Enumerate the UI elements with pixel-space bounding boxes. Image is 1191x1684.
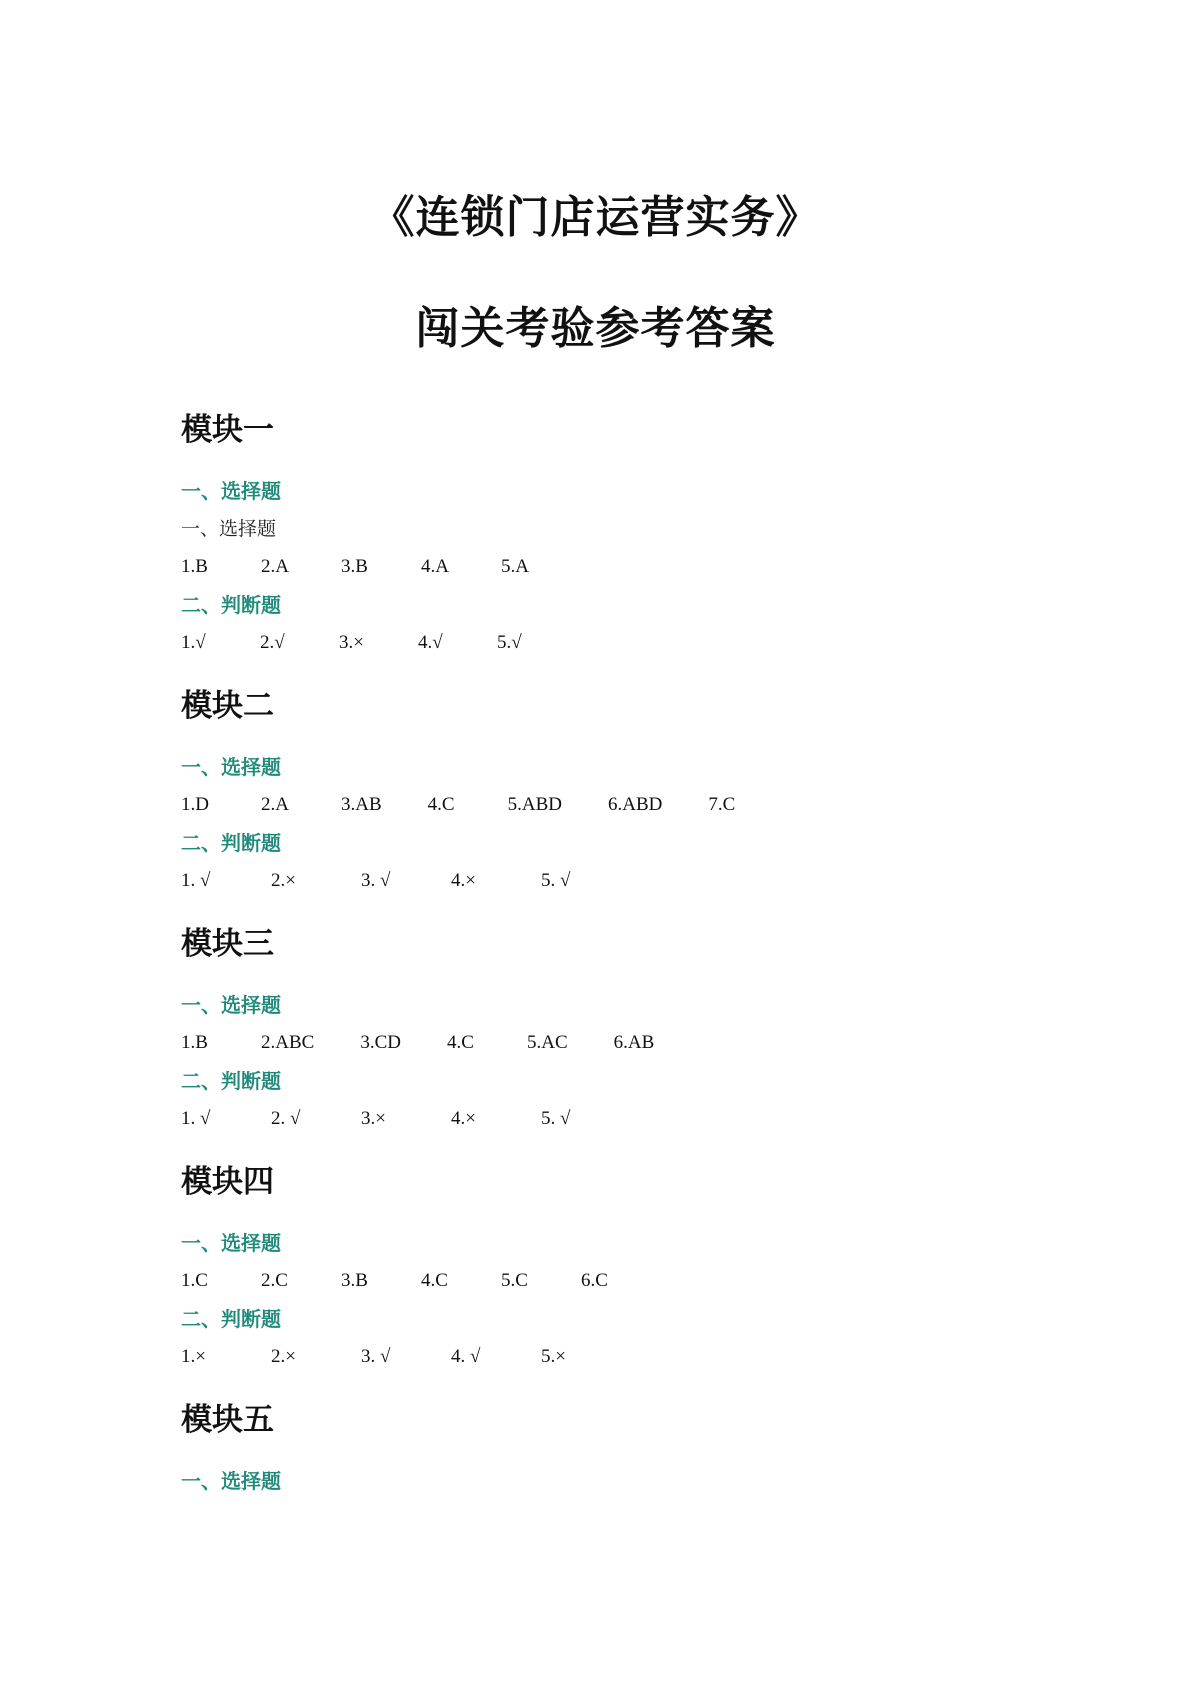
answer-item: 2.×: [271, 1346, 296, 1367]
answer-item: 3.AB: [341, 794, 382, 815]
section-title: 二、判断题: [181, 1069, 281, 1093]
answer-row: [181, 1262, 1081, 1300]
answer-row: [181, 786, 1081, 824]
answer-item: 2.√: [260, 632, 285, 653]
answer-item: 5.√: [497, 632, 522, 653]
answer-content: [181, 408, 1081, 1500]
section: [181, 1462, 1081, 1500]
answer-item: 4.C: [446, 1032, 474, 1053]
section-title: 一、选择题: [181, 479, 281, 503]
answer-item: 6.ABD: [608, 794, 663, 815]
section-title: 二、判断题: [181, 831, 281, 855]
answer-row: [181, 1024, 1081, 1062]
module-title: 模块三: [181, 926, 274, 962]
answer-item: 2.A: [261, 794, 289, 815]
answer-item: 4.A: [421, 556, 449, 577]
answer-item: 2. √: [271, 1108, 301, 1129]
answer-item: 2.×: [271, 870, 296, 891]
answer-item: 5.C: [501, 1270, 528, 1291]
answer-item: 5. √: [541, 870, 571, 891]
section-title: 一、选择题: [181, 1231, 281, 1255]
answer-item: 5. √: [541, 1108, 571, 1129]
section: [181, 586, 1081, 662]
answer-row: [181, 1100, 1081, 1138]
answer-item: 3.×: [339, 632, 364, 653]
answer-item: 2.C: [261, 1270, 288, 1291]
section: [181, 1300, 1081, 1376]
module-3: [181, 922, 1081, 1138]
module-title: 模块五: [181, 1402, 274, 1438]
section-title: 一、选择题: [181, 1469, 281, 1493]
module-5: [181, 1398, 1081, 1500]
answer-item: 6.C: [581, 1270, 608, 1291]
answer-item: 1. √: [181, 1108, 211, 1129]
section-title: 一、选择题: [181, 755, 281, 779]
answer-item: 3.×: [361, 1108, 386, 1129]
section-subtitle: 一、选择题: [181, 518, 277, 540]
answer-item: 5.ABD: [507, 794, 563, 815]
answer-item: 1.√: [181, 632, 206, 653]
answer-item: 5.A: [501, 556, 529, 577]
answer-item: 1.C: [181, 1270, 208, 1291]
section-title: 二、判断题: [181, 1307, 281, 1331]
answer-item: 1.B: [181, 556, 208, 577]
section: [181, 986, 1081, 1062]
module-title: 模块一: [181, 412, 274, 448]
answer-row: [181, 862, 1081, 900]
section: [181, 824, 1081, 900]
answer-item: 1.B: [181, 1032, 208, 1053]
answer-item: 2.A: [261, 556, 289, 577]
section: [181, 748, 1081, 824]
answer-row: [181, 1338, 1081, 1376]
answer-item: 2.ABC: [261, 1032, 315, 1053]
module-title: 模块二: [181, 688, 274, 724]
answer-item: 3.B: [341, 556, 368, 577]
answer-item: 3. √: [361, 1346, 391, 1367]
section: [181, 1062, 1081, 1138]
answer-row: [181, 624, 1081, 662]
answer-item: 1. √: [181, 870, 211, 891]
answer-item: 7.C: [708, 794, 736, 815]
answer-item: 3.CD: [360, 1032, 401, 1053]
section-title: 一、选择题: [181, 993, 281, 1017]
answer-item: 4. √: [451, 1346, 481, 1367]
section: [181, 472, 1081, 586]
document-title: 《连锁门店运营实务》: [370, 192, 821, 243]
module-title: 模块四: [181, 1164, 274, 1200]
answer-item: 5.AC: [526, 1032, 568, 1053]
answer-item: 3.B: [341, 1270, 368, 1291]
answer-item: 4.√: [418, 632, 443, 653]
answer-item: 6.AB: [613, 1032, 655, 1053]
module-4: [181, 1160, 1081, 1376]
answer-item: 1.×: [181, 1346, 206, 1367]
answer-item: 3. √: [361, 870, 391, 891]
answer-item: 4.×: [451, 870, 476, 891]
document-subtitle: 闯关考验参考答案: [415, 303, 776, 354]
answer-item: 4.C: [421, 1270, 448, 1291]
module-2: [181, 684, 1081, 900]
answer-row: [181, 548, 1081, 586]
section-title: 二、判断题: [181, 593, 281, 617]
answer-item: 5.×: [541, 1346, 566, 1367]
section: [181, 1224, 1081, 1300]
answer-item: 1.D: [181, 794, 209, 815]
module-1: [181, 408, 1081, 662]
answer-item: 4.×: [451, 1108, 476, 1129]
answer-item: 4.C: [427, 794, 455, 815]
